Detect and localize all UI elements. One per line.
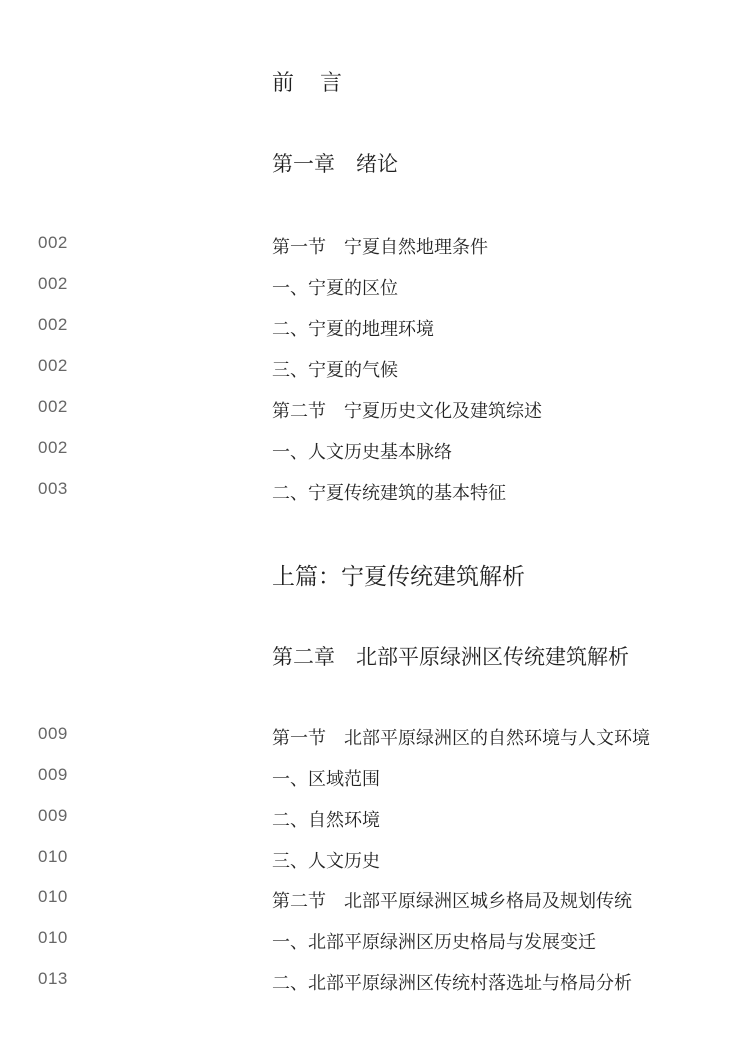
toc-entry [0,315,750,341]
toc-entry [0,928,750,954]
toc-entry-title: 三、人文历史 [272,851,380,872]
part-1-heading: 上篇：宁夏传统建筑解析 [272,564,525,590]
toc-entry-title: 二、北部平原绿洲区传统村落选址与格局分析 [272,973,632,994]
toc-entry [0,397,750,423]
toc-entry [0,887,750,913]
toc-entry-title: 第二节 北部平原绿洲区城乡格局及规划传统 [272,891,632,912]
toc-entry [0,274,750,300]
toc-entry-title: 二、自然环境 [272,810,380,831]
preface-heading: 前 言 [272,71,345,96]
toc-page-number: 002 [38,233,68,252]
toc-page-number: 009 [38,765,68,784]
toc-entry [0,765,750,791]
toc-page-number: 013 [38,969,68,988]
toc-page-number: 010 [38,928,68,947]
toc-entry [0,806,750,832]
toc-entry-title: 二、宁夏传统建筑的基本特征 [272,483,506,504]
toc-entry-title: 三、宁夏的气候 [272,360,398,381]
toc-page-number: 002 [38,438,68,457]
toc-page-number: 002 [38,356,68,375]
toc-entry-title: 一、区域范围 [272,769,380,790]
toc-entry [0,724,750,750]
toc-page-number: 002 [38,274,68,293]
toc-entry-title: 第一节 北部平原绿洲区的自然环境与人文环境 [272,728,650,749]
toc-entry [0,356,750,382]
toc-entry-title: 一、宁夏的区位 [272,278,398,299]
toc-entry-title: 第二节 宁夏历史文化及建筑综述 [272,401,542,422]
toc-entry-title: 一、北部平原绿洲区历史格局与发展变迁 [272,932,596,953]
toc-page-number: 009 [38,724,68,743]
toc-entry-title: 第一节 宁夏自然地理条件 [272,237,488,258]
toc-entry [0,969,750,995]
toc-entry [0,479,750,505]
chapter-1-heading: 第一章 绪论 [272,152,398,176]
toc-entry [0,438,750,464]
toc-page-number: 002 [38,315,68,334]
toc-entry-title: 二、宁夏的地理环境 [272,319,434,340]
toc-entry [0,233,750,259]
toc-page-number: 009 [38,806,68,825]
chapter-2-heading: 第二章 北部平原绿洲区传统建筑解析 [272,645,629,669]
toc-page-number: 010 [38,887,68,906]
toc-page-number: 003 [38,479,68,498]
toc-entry-title: 一、人文历史基本脉络 [272,442,452,463]
toc-page-number: 010 [38,847,68,866]
toc-entry [0,847,750,873]
toc-page-number: 002 [38,397,68,416]
